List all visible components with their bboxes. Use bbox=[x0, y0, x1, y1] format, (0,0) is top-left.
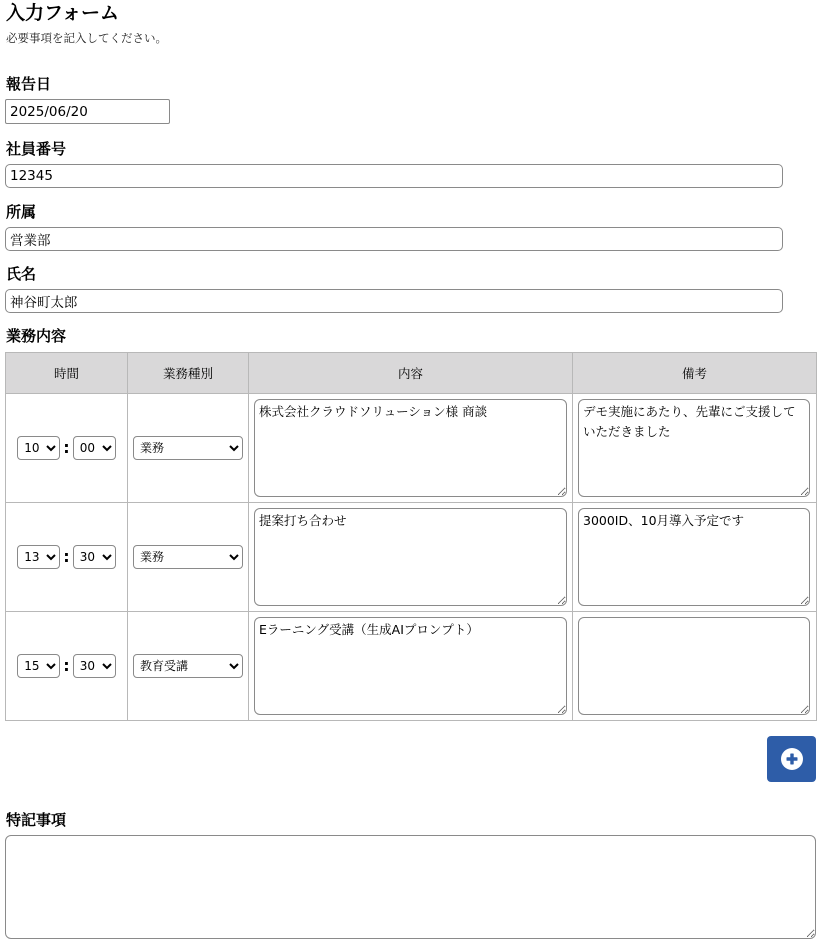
department-label: 所属 bbox=[6, 203, 37, 221]
type-cell bbox=[128, 503, 249, 612]
plus-circle-icon bbox=[780, 747, 804, 771]
time-cell bbox=[6, 503, 128, 612]
form-subtitle: 必要事項を記入してください。 bbox=[6, 31, 167, 45]
time-cell bbox=[6, 394, 128, 503]
task-type-select[interactable] bbox=[133, 436, 243, 460]
form-title: 入力フォーム bbox=[6, 2, 120, 24]
header-time: 時間 bbox=[6, 353, 128, 394]
minute-select[interactable] bbox=[73, 545, 116, 569]
minute-select[interactable] bbox=[73, 654, 116, 678]
minute-select[interactable] bbox=[73, 436, 116, 460]
hour-select[interactable] bbox=[17, 654, 60, 678]
note-cell bbox=[573, 503, 817, 612]
time-colon: : bbox=[63, 547, 70, 566]
content-textarea[interactable] bbox=[254, 399, 567, 497]
task-type-select[interactable] bbox=[133, 654, 243, 678]
note-textarea[interactable] bbox=[578, 399, 810, 497]
remarks-label: 特記事項 bbox=[6, 811, 67, 829]
name-label: 氏名 bbox=[6, 265, 37, 283]
content-textarea[interactable] bbox=[254, 508, 567, 606]
hour-select[interactable] bbox=[17, 545, 60, 569]
content-cell bbox=[249, 503, 573, 612]
content-cell bbox=[249, 394, 573, 503]
time-picker bbox=[6, 436, 127, 460]
header-type: 業務種別 bbox=[128, 353, 249, 394]
content-textarea[interactable] bbox=[254, 617, 567, 715]
content-cell bbox=[249, 612, 573, 721]
department-input[interactable] bbox=[5, 227, 783, 251]
type-cell bbox=[128, 394, 249, 503]
remarks-textarea[interactable] bbox=[5, 835, 816, 939]
time-picker bbox=[6, 654, 127, 678]
task-type-select[interactable] bbox=[133, 545, 243, 569]
tasks-header-row bbox=[6, 353, 817, 394]
note-cell bbox=[573, 394, 817, 503]
table-row bbox=[6, 503, 817, 612]
hour-select[interactable] bbox=[17, 436, 60, 460]
report-date-input[interactable] bbox=[5, 99, 170, 124]
employee-id-input[interactable] bbox=[5, 164, 783, 188]
add-row-button[interactable] bbox=[767, 736, 816, 782]
type-cell bbox=[128, 612, 249, 721]
name-input[interactable] bbox=[5, 289, 783, 313]
employee-id-label: 社員番号 bbox=[6, 140, 67, 158]
time-colon: : bbox=[63, 656, 70, 675]
time-picker bbox=[6, 545, 127, 569]
tasks-section-label: 業務内容 bbox=[6, 327, 67, 345]
note-cell bbox=[573, 612, 817, 721]
tasks-table bbox=[5, 352, 817, 721]
header-content: 内容 bbox=[249, 353, 573, 394]
note-textarea[interactable] bbox=[578, 617, 810, 715]
time-colon: : bbox=[63, 438, 70, 457]
time-cell bbox=[6, 612, 128, 721]
table-row bbox=[6, 394, 817, 503]
report-date-label: 報告日 bbox=[6, 75, 52, 93]
note-textarea[interactable] bbox=[578, 508, 810, 606]
header-note: 備考 bbox=[573, 353, 817, 394]
table-row bbox=[6, 612, 817, 721]
